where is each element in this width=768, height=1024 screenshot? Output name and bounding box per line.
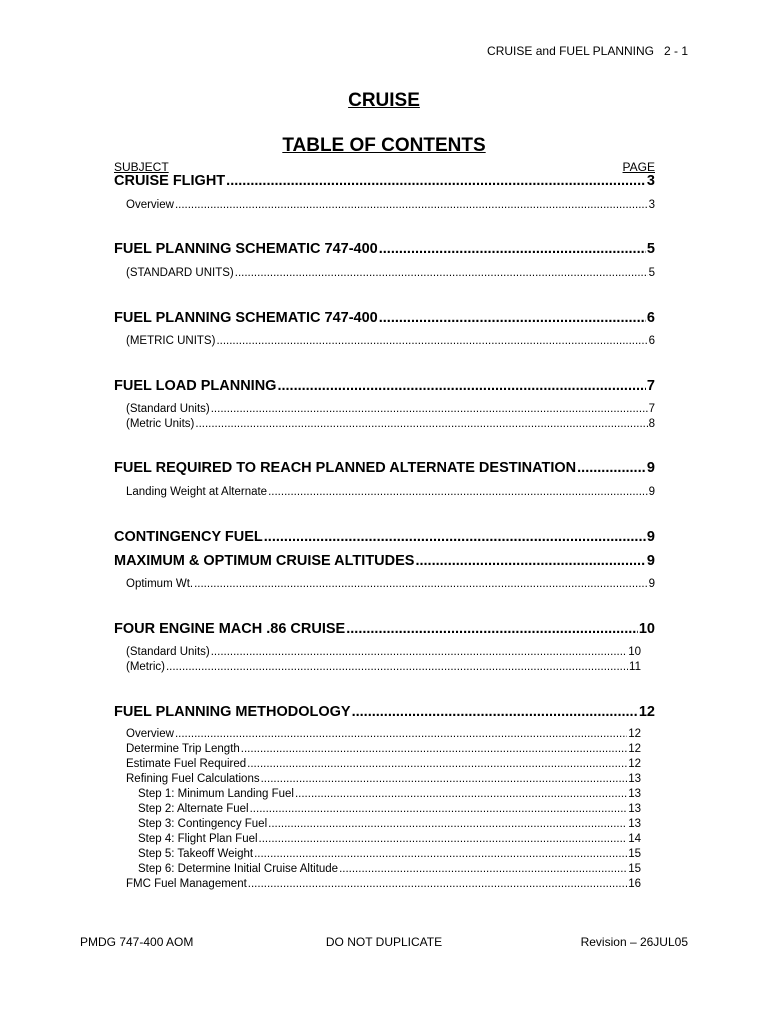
dot-leader: [346, 621, 638, 637]
toc-entry-step-1[interactable]: [138, 788, 641, 800]
toc-entry-label: FUEL LOAD PLANNING: [114, 378, 277, 394]
toc-entry-overview[interactable]: [126, 199, 655, 211]
toc-entry-page: 12: [628, 728, 641, 740]
dot-leader: [379, 310, 646, 326]
toc-entry-fuel-planning-schematic-standard[interactable]: [114, 241, 655, 257]
toc-entry-page: 6: [646, 310, 655, 326]
toc-entry-label: Overview: [126, 199, 174, 211]
dot-leader: [264, 529, 646, 545]
toc-entry-refining-fuel-calculations[interactable]: [126, 773, 641, 785]
toc-entry-fuel-planning-schematic-metric[interactable]: [114, 310, 655, 326]
toc-entry-page: 5: [646, 241, 655, 257]
toc-entry-landing-weight-alternate[interactable]: [126, 486, 655, 498]
toc-entry-label: FUEL PLANNING SCHEMATIC 747-400: [114, 241, 378, 257]
toc-entry-page: 12: [628, 758, 641, 770]
dot-leader: [216, 335, 647, 347]
toc-entry-label: CRUISE FLIGHT: [114, 173, 226, 189]
toc-entry-four-engine-cruise[interactable]: [114, 621, 655, 637]
toc-entry-page: 15: [628, 863, 641, 875]
toc-entry-page: 10: [638, 621, 655, 637]
dot-leader: [247, 758, 627, 770]
toc-entry-fuel-planning-methodology[interactable]: [114, 704, 655, 720]
toc-entry-label: (Metric Units): [126, 418, 195, 430]
toc-entry-label: FOUR ENGINE MACH .86 CRUISE: [114, 621, 346, 637]
toc-entry-step-3[interactable]: [138, 818, 641, 830]
toc-entry-label: Overview: [126, 728, 174, 740]
dot-leader: [195, 418, 647, 430]
toc-entry-page: 14: [628, 833, 641, 845]
toc-entry-page: 15: [628, 848, 641, 860]
toc-entry-label: Step 1: Minimum Landing Fuel: [138, 788, 294, 800]
toc-entry-estimate-fuel-required[interactable]: [126, 758, 641, 770]
toc-entry-overview[interactable]: [126, 728, 641, 740]
toc-entry-label: FUEL PLANNING METHODOLOGY: [114, 704, 351, 720]
toc-entry-fuel-load-planning[interactable]: [114, 378, 655, 394]
dot-leader: [211, 646, 627, 658]
dot-leader: [259, 833, 628, 845]
toc-entry-page: 13: [628, 818, 641, 830]
toc-entry-label: (STANDARD UNITS): [126, 267, 234, 279]
dot-leader: [254, 848, 627, 860]
dot-leader: [226, 173, 646, 189]
dot-leader: [261, 773, 628, 785]
toc-entry-page: 13: [628, 788, 641, 800]
toc-entry-label: FUEL PLANNING SCHEMATIC 747-400: [114, 310, 378, 326]
dot-leader: [577, 460, 646, 476]
dot-leader: [352, 704, 638, 720]
toc-entry-label: (Metric): [126, 661, 165, 673]
dot-leader: [175, 199, 648, 211]
dot-leader: [241, 743, 627, 755]
subject-column-header: SUBJECT: [114, 160, 169, 174]
dot-leader: [268, 486, 648, 498]
toc-entry-page: 13: [628, 773, 641, 785]
dot-leader: [250, 803, 628, 815]
toc-entry-label: Step 3: Contingency Fuel: [138, 818, 268, 830]
toc-entry-cruise-flight[interactable]: [114, 173, 655, 189]
toc-entry-page: 9: [648, 578, 655, 590]
dot-leader: [295, 788, 627, 800]
toc-entry-step-5[interactable]: [138, 848, 641, 860]
toc-entry-page: 9: [646, 460, 655, 476]
toc-entry-metric-units[interactable]: [126, 418, 655, 430]
toc-entry-label: MAXIMUM & OPTIMUM CRUISE ALTITUDES: [114, 553, 415, 569]
toc-entry-page: 5: [648, 267, 655, 279]
toc-entry-fuel-required-alternate[interactable]: [114, 460, 655, 476]
toc-entry-page: 8: [648, 418, 655, 430]
toc-entry-label: Step 6: Determine Initial Cruise Altitude: [138, 863, 339, 875]
toc-entry-page: 7: [646, 378, 655, 394]
toc-entry-metric-units[interactable]: [126, 335, 655, 347]
page-column-header: PAGE: [622, 160, 655, 174]
footer-revision: Revision – 26JUL05: [580, 935, 688, 949]
toc-entry-label: Determine Trip Length: [126, 743, 240, 755]
toc-entry-standard-units[interactable]: [126, 267, 655, 279]
running-header: CRUISE and FUEL PLANNING 2 - 1: [487, 44, 688, 58]
toc-entry-page: 7: [648, 403, 655, 415]
section-title: CRUISE: [348, 90, 420, 111]
dot-leader: [235, 267, 648, 279]
footer-notice: DO NOT DUPLICATE: [325, 935, 443, 949]
toc-entry-label: (Standard Units): [126, 646, 210, 658]
toc-entry-label: Step 2: Alternate Fuel: [138, 803, 249, 815]
toc-entry-standard-units[interactable]: [126, 646, 641, 658]
toc-entry-page: 3: [646, 173, 655, 189]
toc-entry-label: FUEL REQUIRED TO REACH PLANNED ALTERNATE DESTINATION: [114, 460, 577, 476]
dot-leader: [379, 241, 646, 257]
toc-entry-fmc-fuel-management[interactable]: [126, 878, 641, 890]
toc-entry-step-6[interactable]: [138, 863, 641, 875]
toc-title: TABLE OF CONTENTS: [282, 135, 486, 156]
toc-entry-standard-units[interactable]: [126, 403, 655, 415]
toc-entry-label: Step 4: Flight Plan Fuel: [138, 833, 258, 845]
toc-entry-label: CONTINGENCY FUEL: [114, 529, 263, 545]
dot-leader: [277, 378, 645, 394]
toc-entry-page: 13: [628, 803, 641, 815]
toc-entry-page: 12: [638, 704, 655, 720]
dot-leader: [211, 403, 648, 415]
toc-entry-determine-trip-length[interactable]: [126, 743, 641, 755]
toc-entry-label: FMC Fuel Management: [126, 878, 247, 890]
toc-entry-cruise-altitudes[interactable]: [114, 553, 655, 569]
toc-entry-label: Landing Weight at Alternate: [126, 486, 268, 498]
toc-entry-label: (Standard Units): [126, 403, 210, 415]
toc-entry-metric[interactable]: [126, 661, 641, 673]
toc-entry-page: 16: [628, 878, 641, 890]
toc-entry-page: 12: [628, 743, 641, 755]
toc-entry-optimum-wt[interactable]: [126, 578, 655, 590]
toc-entry-label: Optimum Wt.: [126, 578, 194, 590]
toc-entry-label: Estimate Fuel Required: [126, 758, 247, 770]
dot-leader: [415, 553, 645, 569]
toc-entry-contingency-fuel[interactable]: [114, 529, 655, 545]
toc-entry-page: 10: [628, 646, 641, 658]
dot-leader: [339, 863, 627, 875]
dot-leader: [166, 661, 628, 673]
toc-entry-page: 9: [646, 553, 655, 569]
toc-entry-page: 11: [629, 661, 641, 673]
toc-entry-page: 9: [648, 486, 655, 498]
toc-entry-label: Step 5: Takeoff Weight: [138, 848, 254, 860]
toc-entry-step-2[interactable]: [138, 803, 641, 815]
toc-entry-label: Refining Fuel Calculations: [126, 773, 260, 785]
toc-entry-page: 9: [646, 529, 655, 545]
dot-leader: [268, 818, 627, 830]
toc-entry-page: 3: [648, 199, 655, 211]
toc-entry-label: (METRIC UNITS): [126, 335, 216, 347]
dot-leader: [175, 728, 627, 740]
footer-document-name: PMDG 747-400 AOM: [80, 935, 194, 949]
dot-leader: [194, 578, 648, 590]
dot-leader: [248, 878, 627, 890]
toc-entry-step-4[interactable]: [138, 833, 641, 845]
toc-entry-page: 6: [648, 335, 655, 347]
